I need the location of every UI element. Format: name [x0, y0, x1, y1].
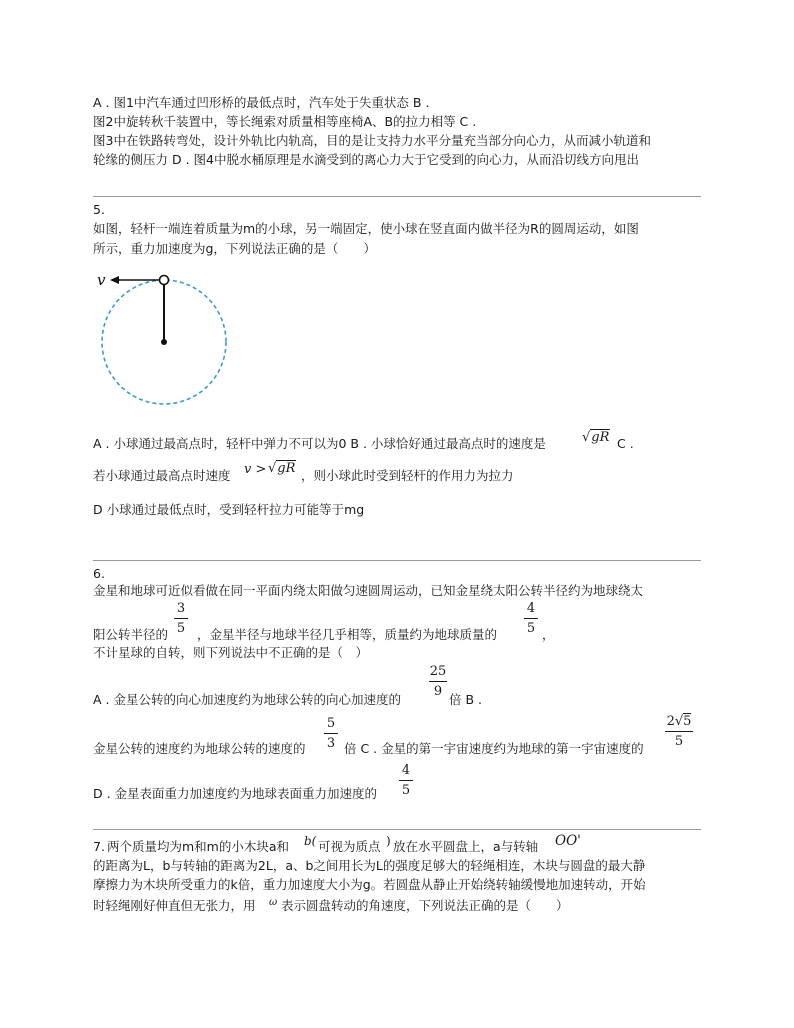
q5-option-c-label: C .	[617, 436, 634, 451]
q5-option-c-pre: 若小球通过最高点时速度	[93, 468, 231, 483]
question-divider	[93, 829, 701, 830]
q5-number: 5.	[93, 202, 105, 217]
q7-stem-line-1-mid: 可视为质点	[318, 839, 381, 854]
sqrt-radicand: gR	[591, 430, 610, 445]
q5-sqrt-gR: √gR	[582, 430, 610, 445]
q5-option-d: D 小球通过最低点时，受到轻杆拉力可能等于mg	[93, 502, 365, 517]
q7-stem-line-4-post: 表示圆盘转动的角速度，下列说法正确的是（ ）	[281, 898, 569, 913]
q4-option-line-1: A . 图1中汽车通过凹形桥的最低点时，汽车处于失重状态 B .	[93, 95, 430, 110]
q4-option-line-3: 图3中在铁路转弯处，设计外轨比内轨高，目的是让支持力水平分量充当部分向心力，从而减小轨道和	[93, 133, 651, 148]
q5-stem-line-2: 所示，重力加速度为g，下列说法正确的是（ ）	[93, 241, 376, 256]
q6-stem-line-2-pre: 阳公转半径的	[93, 627, 169, 642]
q7-stem-line-4-pre: 时轻绳刚好伸直但无张力，用	[93, 898, 256, 913]
q7-stem-paren: )	[386, 834, 391, 848]
q7-stem-line-1-pre: 两个质量均为m和m的小木块a和	[107, 839, 290, 854]
question-divider	[93, 560, 701, 561]
q6-option-b-post: 倍 C . 金星的第一宇宙速度约为地球的第一宇宙速度的	[344, 741, 644, 756]
question-divider	[93, 196, 701, 197]
q5-option-c-v: v >	[244, 462, 267, 477]
q5-stem-line-1: 如图，轻杆一端连着质量为m的小球，另一端固定，使小球在竖直面内做半径为R的圆周运动，如图	[93, 221, 639, 236]
q6-option-b-pre: 金星公转的速度约为地球公转的速度的	[93, 741, 306, 756]
q7-axis-label: OO'	[555, 833, 581, 849]
q5-rod-circle-figure	[94, 268, 244, 410]
q6-stem-line-1: 金星和地球可近似看做在同一平面内绕太阳做匀速圆周运动，已知金星绕太阳公转半径约为地球绕太	[93, 583, 644, 598]
arrow-head-icon	[110, 276, 119, 284]
q6-number: 6.	[93, 566, 105, 581]
pivot-point	[161, 339, 167, 345]
q6-option-a-pre: A . 金星公转的向心加速度约为地球公转的向心加速度的	[93, 692, 401, 707]
q4-option-line-2: 图2中旋转秋千装置中，等长绳索对质量相等座椅A、B的拉力相等 C .	[93, 114, 477, 129]
omega-symbol: ω	[269, 897, 278, 908]
fraction-2sqrt5-5: 2√5 5	[666, 714, 692, 749]
fraction-4-5: 4 5	[523, 601, 539, 636]
q5-option-c-post: ，则小球此时受到轻杆的作用力为拉力	[301, 468, 514, 483]
velocity-label: v	[97, 271, 106, 289]
q6-stem-line-2-mid: ，金星半径与地球半径几乎相等，质量约为地球质量的	[197, 627, 498, 642]
q7-stem-line-2: 的距离为L，b与转轴的距离为2L，a、b之间用长为L的强度足够大的轻绳相连，木块与圆盘的最大静	[93, 858, 646, 873]
q7-stem-line-3: 摩擦力为木块所受重力的k倍，重力加速度大小为g。若圆盘从静止开始绕转轴缓慢地加速转动，开始	[93, 877, 646, 892]
q5-option-a-b: A . 小球通过最高点时，轻杆中弹力不可以为0 B . 小球恰好通过最高点时的速度是	[93, 436, 546, 451]
q7-stem-line-1-post: 放在水平圆盘上，a与转轴	[393, 839, 539, 854]
fraction-4-5-b: 4 5	[398, 763, 414, 798]
fraction-3-5: 3 5	[173, 601, 189, 636]
sqrt-radicand: gR	[277, 461, 296, 476]
q6-stem-line-2-post: ，	[542, 627, 555, 642]
q5-sqrt-gR-2: √gR	[268, 461, 296, 476]
q7-stem-b: b(	[304, 834, 317, 848]
q4-option-line-4: 轮缘的侧压力 D . 图4中脱水桶原理是水滴受到的离心力大于它受到的向心力，从而沿切线方向甩出	[93, 152, 639, 167]
small-ball	[160, 276, 169, 285]
fraction-25-9: 25 9	[429, 664, 447, 699]
q6-option-d-pre: D . 金星表面重力加速度约为地球表面重力加速度的	[93, 786, 378, 801]
q6-stem-line-3: 不计星球的自转，则下列说法中不正确的是（ ）	[93, 645, 369, 660]
q7-number: 7.	[93, 839, 105, 854]
fraction-5-3: 5 3	[323, 716, 339, 751]
q6-option-a-post: 倍 B .	[449, 692, 482, 707]
